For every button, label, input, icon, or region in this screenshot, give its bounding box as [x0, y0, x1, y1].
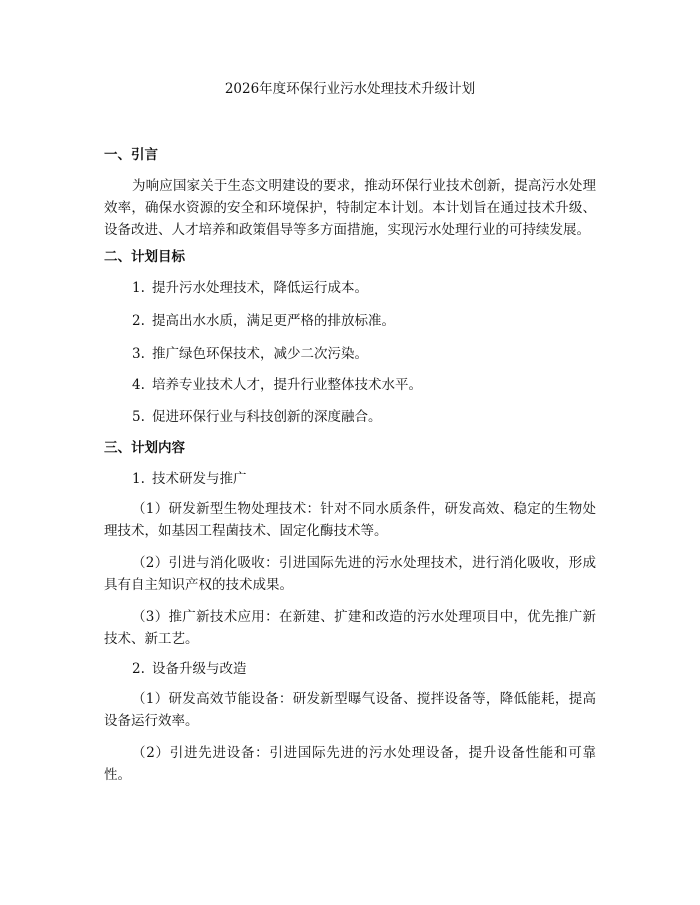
goal-item-number: 5. [132, 409, 145, 425]
content-paragraph: （2）引进与消化吸收：引进国际先进的污水处理技术，进行消化吸收，形成具有自主知识产权的技术成果。 [104, 555, 596, 593]
goal-item-text: 提高出水水质，满足更严格的排放标准。 [152, 313, 395, 329]
goal-item-text: 促进环保行业与科技创新的深度融合。 [152, 409, 382, 425]
content-paragraph: （1）研发高效节能设备：研发新型曝气设备、搅拌设备等，降低能耗，提高设备运行效率。 [104, 691, 596, 729]
document-title: 2026年度环保行业污水处理技术升级计划 [224, 81, 476, 97]
goal-item-text: 提升污水处理技术，降低运行成本。 [152, 280, 368, 296]
goal-item-text: 推广绿色环保技术，减少二次污染。 [152, 346, 368, 362]
introduction-paragraph: 为响应国家关于生态文明建设的要求，推动环保行业技术创新，提高污水处理效率，确保水资源的安全和环境保护，特制定本计划。本计划旨在通过技术升级、设备改进、人才培养和政策倡导等多方面措施，实现污水处理行业的可持续发展。 [104, 178, 596, 238]
subsection-number: 2. [132, 661, 145, 677]
content-paragraph: （3）推广新技术应用：在新建、扩建和改造的污水处理项目中，优先推广新技术、新工艺。 [104, 609, 596, 647]
goal-item-number: 3. [132, 346, 145, 362]
goal-item [132, 408, 382, 426]
goal-item-text: 培养专业技术人才，提升行业整体技术水平。 [152, 377, 422, 393]
subsection-title-tech-rd [132, 470, 247, 488]
section-heading-content: 三、计划内容 [104, 440, 185, 456]
content-paragraph: （2）引进先进设备：引进国际先进的污水处理设备，提升设备性能和可靠性。 [104, 745, 596, 783]
goal-item [132, 312, 395, 330]
section-heading-goals: 二、计划目标 [104, 249, 185, 265]
subsection-title-text: 设备升级与改造 [152, 661, 247, 677]
section-heading-introduction: 一、引言 [104, 147, 158, 163]
subsection-title-equipment [132, 660, 247, 678]
goal-item [132, 279, 368, 297]
content-paragraph: （1）研发新型生物处理技术：针对不同水质条件，研发高效、稳定的生物处理技术，如基因工程菌技术、固定化酶技术等。 [104, 501, 596, 539]
goal-item [132, 376, 422, 394]
goal-item-number: 2. [132, 313, 145, 329]
subsection-number: 1. [132, 471, 145, 487]
goal-item-number: 4. [132, 377, 145, 393]
goal-item [132, 345, 368, 363]
goal-item-number: 1. [132, 280, 145, 296]
subsection-title-text: 技术研发与推广 [152, 471, 247, 487]
